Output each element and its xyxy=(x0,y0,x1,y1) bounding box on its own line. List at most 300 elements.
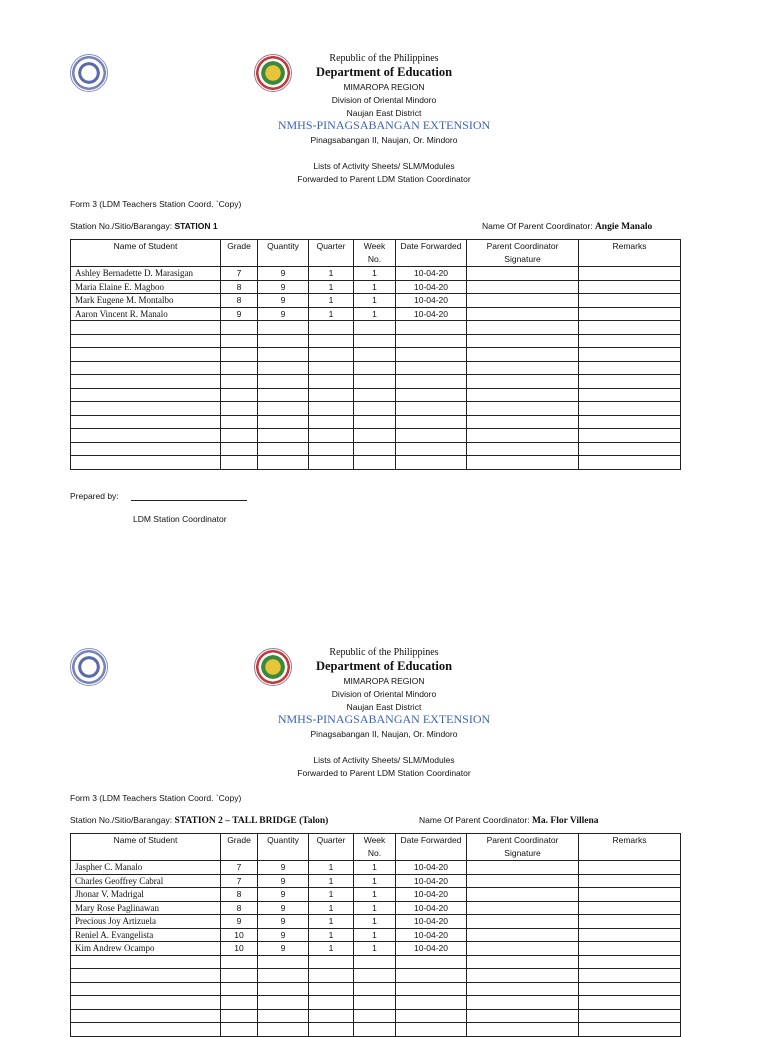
remarks-cell xyxy=(579,901,681,915)
empty-cell xyxy=(309,348,354,362)
table-header-row xyxy=(71,240,681,267)
table-row xyxy=(71,294,681,308)
empty-cell xyxy=(396,375,467,389)
empty-cell xyxy=(354,955,396,969)
student-name-cell: Kim Andrew Ocampo xyxy=(71,942,221,956)
empty-cell xyxy=(396,348,467,362)
quantity-cell: 9 xyxy=(258,294,309,308)
student-name-cell: Jhonar V. Madrigal xyxy=(71,888,221,902)
empty-cell xyxy=(354,348,396,362)
division-line: Division of Oriental Mindoro xyxy=(331,689,437,699)
empty-cell xyxy=(221,375,258,389)
empty-cell xyxy=(71,1023,221,1037)
parent-coordinator-line xyxy=(482,221,652,232)
empty-cell xyxy=(309,415,354,429)
empty-cell xyxy=(71,334,221,348)
school-name: NMHS-PINAGSABANGAN EXTENSION xyxy=(277,712,491,726)
empty-table-row xyxy=(71,969,681,983)
empty-cell xyxy=(309,1023,354,1037)
table-row xyxy=(71,280,681,294)
remarks-cell xyxy=(579,874,681,888)
empty-cell xyxy=(71,321,221,335)
empty-cell xyxy=(258,361,309,375)
signature-cell xyxy=(467,915,579,929)
date-cell: 10-04-20 xyxy=(396,901,467,915)
empty-cell xyxy=(579,429,681,443)
empty-cell xyxy=(258,996,309,1010)
empty-table-row xyxy=(71,375,681,389)
grade-cell: 10 xyxy=(221,942,258,956)
empty-cell xyxy=(354,388,396,402)
student-name-cell: Maria Elaine E. Magboo xyxy=(71,280,221,294)
empty-cell xyxy=(579,334,681,348)
date-cell: 10-04-20 xyxy=(396,888,467,902)
empty-cell xyxy=(396,456,467,470)
col-remarks-header: Remarks xyxy=(579,834,681,861)
week-cell: 1 xyxy=(354,901,396,915)
empty-cell xyxy=(221,1023,258,1037)
list-title-line2: Forwarded to Parent LDM Station Coordinator xyxy=(297,174,471,184)
empty-cell xyxy=(579,1009,681,1023)
remarks-cell xyxy=(579,294,681,308)
student-name-cell: Aaron Vincent R. Manalo xyxy=(71,307,221,321)
table-row xyxy=(71,307,681,321)
week-cell: 1 xyxy=(354,874,396,888)
empty-cell xyxy=(467,969,579,983)
signature-cell xyxy=(467,888,579,902)
list-title-line1: Lists of Activity Sheets/ SLM/Modules xyxy=(313,161,455,171)
parent-coordinator-line xyxy=(419,815,599,826)
empty-cell xyxy=(579,456,681,470)
quantity-cell: 9 xyxy=(258,888,309,902)
empty-cell xyxy=(467,402,579,416)
col-date-header: Date Forwarded xyxy=(396,240,467,267)
empty-cell xyxy=(71,348,221,362)
parent-coordinator-name: Angie Manalo xyxy=(594,222,653,232)
date-cell: 10-04-20 xyxy=(396,915,467,929)
empty-cell xyxy=(396,1023,467,1037)
empty-cell xyxy=(579,982,681,996)
empty-cell xyxy=(354,375,396,389)
empty-table-row xyxy=(71,348,681,362)
empty-cell xyxy=(221,334,258,348)
col-grade-header: Grade xyxy=(221,834,258,861)
col-quarter-header: Quarter xyxy=(309,834,354,861)
student-name-cell: Mary Rose Paglinawan xyxy=(71,901,221,915)
empty-cell xyxy=(309,375,354,389)
empty-cell xyxy=(354,982,396,996)
empty-cell xyxy=(354,969,396,983)
empty-cell xyxy=(221,442,258,456)
division-line: Division of Oriental Mindoro xyxy=(331,95,437,105)
empty-cell xyxy=(467,429,579,443)
empty-table-row xyxy=(71,456,681,470)
signature-cell xyxy=(467,307,579,321)
empty-cell xyxy=(396,442,467,456)
empty-cell xyxy=(579,996,681,1010)
quantity-cell: 9 xyxy=(258,915,309,929)
remarks-cell xyxy=(579,942,681,956)
table-row xyxy=(71,888,681,902)
empty-table-row xyxy=(71,955,681,969)
quarter-cell: 1 xyxy=(309,874,354,888)
empty-cell xyxy=(354,456,396,470)
empty-cell xyxy=(258,456,309,470)
empty-cell xyxy=(221,429,258,443)
station-label: Station No./Sitio/Barangay: xyxy=(70,815,173,825)
empty-cell xyxy=(467,982,579,996)
empty-table-row xyxy=(71,402,681,416)
quarter-cell: 1 xyxy=(309,888,354,902)
signature-cell xyxy=(467,874,579,888)
empty-cell xyxy=(258,348,309,362)
empty-cell xyxy=(467,456,579,470)
empty-cell xyxy=(309,429,354,443)
empty-cell xyxy=(467,361,579,375)
republic-line: Republic of the Philippines xyxy=(329,53,439,64)
station-value: STATION 1 xyxy=(174,221,218,231)
empty-cell xyxy=(221,955,258,969)
empty-cell xyxy=(71,1009,221,1023)
empty-cell xyxy=(221,456,258,470)
student-name-cell: Jaspher C. Manalo xyxy=(71,861,221,875)
quarter-cell: 1 xyxy=(309,901,354,915)
empty-cell xyxy=(354,1023,396,1037)
empty-cell xyxy=(71,969,221,983)
week-cell: 1 xyxy=(354,888,396,902)
quarter-cell: 1 xyxy=(309,280,354,294)
date-cell: 10-04-20 xyxy=(396,267,467,281)
empty-cell xyxy=(467,996,579,1010)
empty-cell xyxy=(354,334,396,348)
empty-cell xyxy=(396,321,467,335)
col-grade-header: Grade xyxy=(221,240,258,267)
empty-cell xyxy=(258,334,309,348)
table-row xyxy=(71,915,681,929)
empty-cell xyxy=(258,388,309,402)
school-address: Pinagsabangan II, Naujan, Or. Mindoro xyxy=(310,135,458,145)
empty-cell xyxy=(396,388,467,402)
empty-cell xyxy=(579,321,681,335)
quarter-cell: 1 xyxy=(309,307,354,321)
quantity-cell: 9 xyxy=(258,307,309,321)
date-cell: 10-04-20 xyxy=(396,928,467,942)
student-name-cell: Mark Eugene M. Montalbo xyxy=(71,294,221,308)
quarter-cell: 1 xyxy=(309,861,354,875)
empty-cell xyxy=(258,1023,309,1037)
station-label: Station No./Sitio/Barangay: xyxy=(70,221,173,231)
empty-cell xyxy=(467,415,579,429)
region-line: MIMAROPA REGION xyxy=(343,676,425,686)
empty-cell xyxy=(579,375,681,389)
week-cell: 1 xyxy=(354,267,396,281)
form-label: Form 3 (LDM Teachers Station Coord. `Copy) xyxy=(70,199,242,209)
empty-cell xyxy=(221,361,258,375)
grade-cell: 8 xyxy=(221,294,258,308)
week-cell: 1 xyxy=(354,915,396,929)
empty-cell xyxy=(258,955,309,969)
col-quantity-header: Quantity xyxy=(258,240,309,267)
empty-cell xyxy=(71,429,221,443)
empty-cell xyxy=(309,388,354,402)
empty-table-row xyxy=(71,334,681,348)
empty-cell xyxy=(354,442,396,456)
table-header-row xyxy=(71,834,681,861)
empty-cell xyxy=(309,996,354,1010)
quarter-cell: 1 xyxy=(309,267,354,281)
school-name: NMHS-PINAGSABANGAN EXTENSION xyxy=(277,118,491,132)
empty-cell xyxy=(71,955,221,969)
empty-cell xyxy=(354,321,396,335)
empty-table-row xyxy=(71,361,681,375)
republic-line: Republic of the Philippines xyxy=(329,647,439,658)
quantity-cell: 9 xyxy=(258,901,309,915)
empty-cell xyxy=(258,969,309,983)
grade-cell: 8 xyxy=(221,280,258,294)
empty-cell xyxy=(71,361,221,375)
list-title-line1: Lists of Activity Sheets/ SLM/Modules xyxy=(313,755,455,765)
empty-cell xyxy=(396,334,467,348)
quarter-cell: 1 xyxy=(309,915,354,929)
empty-cell xyxy=(396,361,467,375)
empty-cell xyxy=(396,429,467,443)
grade-cell: 9 xyxy=(221,915,258,929)
empty-cell xyxy=(221,415,258,429)
week-cell: 1 xyxy=(354,861,396,875)
empty-cell xyxy=(579,969,681,983)
grade-cell: 7 xyxy=(221,267,258,281)
date-cell: 10-04-20 xyxy=(396,280,467,294)
signature-cell xyxy=(467,942,579,956)
empty-cell xyxy=(309,456,354,470)
empty-cell xyxy=(467,348,579,362)
empty-cell xyxy=(309,334,354,348)
date-cell: 10-04-20 xyxy=(396,874,467,888)
grade-cell: 7 xyxy=(221,874,258,888)
empty-cell xyxy=(467,388,579,402)
empty-cell xyxy=(354,996,396,1010)
empty-cell xyxy=(258,375,309,389)
empty-cell xyxy=(258,402,309,416)
empty-cell xyxy=(309,361,354,375)
empty-cell xyxy=(579,415,681,429)
remarks-cell xyxy=(579,915,681,929)
empty-cell xyxy=(71,388,221,402)
empty-cell xyxy=(71,375,221,389)
empty-cell xyxy=(579,442,681,456)
empty-cell xyxy=(309,442,354,456)
empty-cell xyxy=(579,388,681,402)
date-cell: 10-04-20 xyxy=(396,942,467,956)
col-remarks-header: Remarks xyxy=(579,240,681,267)
signature-line xyxy=(131,500,247,501)
grade-cell: 9 xyxy=(221,307,258,321)
empty-cell xyxy=(467,1023,579,1037)
empty-table-row xyxy=(71,982,681,996)
grade-cell: 10 xyxy=(221,928,258,942)
empty-cell xyxy=(71,456,221,470)
remarks-cell xyxy=(579,861,681,875)
empty-cell xyxy=(579,361,681,375)
student-table xyxy=(70,239,681,470)
empty-cell xyxy=(396,415,467,429)
signature-cell xyxy=(467,280,579,294)
col-signature-header: Parent Coordinator Signature xyxy=(467,834,579,861)
station-line xyxy=(70,815,328,826)
station-line xyxy=(70,221,218,231)
empty-cell xyxy=(467,1009,579,1023)
student-name-cell: Ashley Bernadette D. Marasigan xyxy=(71,267,221,281)
empty-cell xyxy=(71,415,221,429)
empty-table-row xyxy=(71,1009,681,1023)
station-value: STATION 2 – TALL BRIDGE (Talon) xyxy=(174,816,329,826)
empty-cell xyxy=(579,955,681,969)
empty-table-row xyxy=(71,388,681,402)
empty-cell xyxy=(309,402,354,416)
empty-cell xyxy=(354,402,396,416)
list-title-line2: Forwarded to Parent LDM Station Coordinator xyxy=(297,768,471,778)
empty-cell xyxy=(309,955,354,969)
table-row xyxy=(71,267,681,281)
grade-cell: 8 xyxy=(221,888,258,902)
empty-cell xyxy=(467,321,579,335)
empty-cell xyxy=(221,969,258,983)
empty-cell xyxy=(354,361,396,375)
table-row xyxy=(71,861,681,875)
col-week-header: Week No. xyxy=(354,834,396,861)
grade-cell: 7 xyxy=(221,861,258,875)
empty-cell xyxy=(396,996,467,1010)
student-name-cell: Charles Geoffrey Cabral xyxy=(71,874,221,888)
empty-cell xyxy=(71,402,221,416)
signature-cell xyxy=(467,928,579,942)
empty-cell xyxy=(579,348,681,362)
student-name-cell: Reniel A. Evangelista xyxy=(71,928,221,942)
district-line: Naujan East District xyxy=(346,702,422,712)
empty-cell xyxy=(396,955,467,969)
quarter-cell: 1 xyxy=(309,928,354,942)
signature-cell xyxy=(467,267,579,281)
empty-cell xyxy=(579,402,681,416)
empty-cell xyxy=(221,321,258,335)
grade-cell: 8 xyxy=(221,901,258,915)
empty-cell xyxy=(467,334,579,348)
department-title: Department of Education xyxy=(315,65,453,79)
empty-cell xyxy=(221,982,258,996)
quarter-cell: 1 xyxy=(309,294,354,308)
empty-cell xyxy=(467,955,579,969)
empty-cell xyxy=(354,415,396,429)
empty-cell xyxy=(396,1009,467,1023)
empty-cell xyxy=(71,996,221,1010)
empty-cell xyxy=(309,982,354,996)
district-line: Naujan East District xyxy=(346,108,422,118)
col-signature-header: Parent Coordinator Signature xyxy=(467,240,579,267)
empty-cell xyxy=(396,402,467,416)
table-row xyxy=(71,928,681,942)
empty-cell xyxy=(579,1023,681,1037)
empty-cell xyxy=(258,321,309,335)
empty-cell xyxy=(71,982,221,996)
empty-cell xyxy=(258,415,309,429)
empty-cell xyxy=(221,348,258,362)
prepared-by-label: Prepared by: xyxy=(70,491,119,501)
remarks-cell xyxy=(579,307,681,321)
quantity-cell: 9 xyxy=(258,280,309,294)
department-title: Department of Education xyxy=(315,659,453,673)
form-label: Form 3 (LDM Teachers Station Coord. `Copy) xyxy=(70,793,242,803)
empty-cell xyxy=(309,1009,354,1023)
col-quarter-header: Quarter xyxy=(309,240,354,267)
signature-cell xyxy=(467,861,579,875)
week-cell: 1 xyxy=(354,280,396,294)
school-address: Pinagsabangan II, Naujan, Or. Mindoro xyxy=(310,729,458,739)
quarter-cell: 1 xyxy=(309,942,354,956)
remarks-cell xyxy=(579,280,681,294)
empty-cell xyxy=(396,982,467,996)
col-week-header: Week No. xyxy=(354,240,396,267)
parent-coordinator-label: Name Of Parent Coordinator: xyxy=(419,815,530,825)
empty-cell xyxy=(221,388,258,402)
date-cell: 10-04-20 xyxy=(396,861,467,875)
empty-cell xyxy=(354,429,396,443)
remarks-cell xyxy=(579,928,681,942)
empty-cell xyxy=(309,321,354,335)
parent-coordinator-name: Ma. Flor Villena xyxy=(531,816,599,826)
week-cell: 1 xyxy=(354,928,396,942)
empty-cell xyxy=(467,375,579,389)
signature-cell xyxy=(467,294,579,308)
empty-cell xyxy=(221,402,258,416)
table-row xyxy=(71,874,681,888)
empty-cell xyxy=(258,442,309,456)
empty-cell xyxy=(309,969,354,983)
quantity-cell: 9 xyxy=(258,874,309,888)
remarks-cell xyxy=(579,888,681,902)
empty-cell xyxy=(258,982,309,996)
empty-cell xyxy=(71,442,221,456)
quantity-cell: 9 xyxy=(258,267,309,281)
empty-table-row xyxy=(71,442,681,456)
week-cell: 1 xyxy=(354,942,396,956)
coordinator-title: LDM Station Coordinator xyxy=(133,514,227,524)
empty-cell xyxy=(396,969,467,983)
table-row xyxy=(71,942,681,956)
signature-cell xyxy=(467,901,579,915)
empty-table-row xyxy=(71,996,681,1010)
region-line: MIMAROPA REGION xyxy=(343,82,425,92)
quantity-cell: 9 xyxy=(258,861,309,875)
empty-table-row xyxy=(71,429,681,443)
empty-table-row xyxy=(71,415,681,429)
col-date-header: Date Forwarded xyxy=(396,834,467,861)
col-quantity-header: Quantity xyxy=(258,834,309,861)
empty-cell xyxy=(258,429,309,443)
remarks-cell xyxy=(579,267,681,281)
week-cell: 1 xyxy=(354,294,396,308)
student-table xyxy=(70,833,681,1037)
student-name-cell: Precious Joy Artizuela xyxy=(71,915,221,929)
empty-table-row xyxy=(71,321,681,335)
empty-cell xyxy=(354,1009,396,1023)
date-cell: 10-04-20 xyxy=(396,307,467,321)
quantity-cell: 9 xyxy=(258,928,309,942)
col-name-header: Name of Student xyxy=(71,240,221,267)
date-cell: 10-04-20 xyxy=(396,294,467,308)
week-cell: 1 xyxy=(354,307,396,321)
empty-cell xyxy=(467,442,579,456)
col-name-header: Name of Student xyxy=(71,834,221,861)
